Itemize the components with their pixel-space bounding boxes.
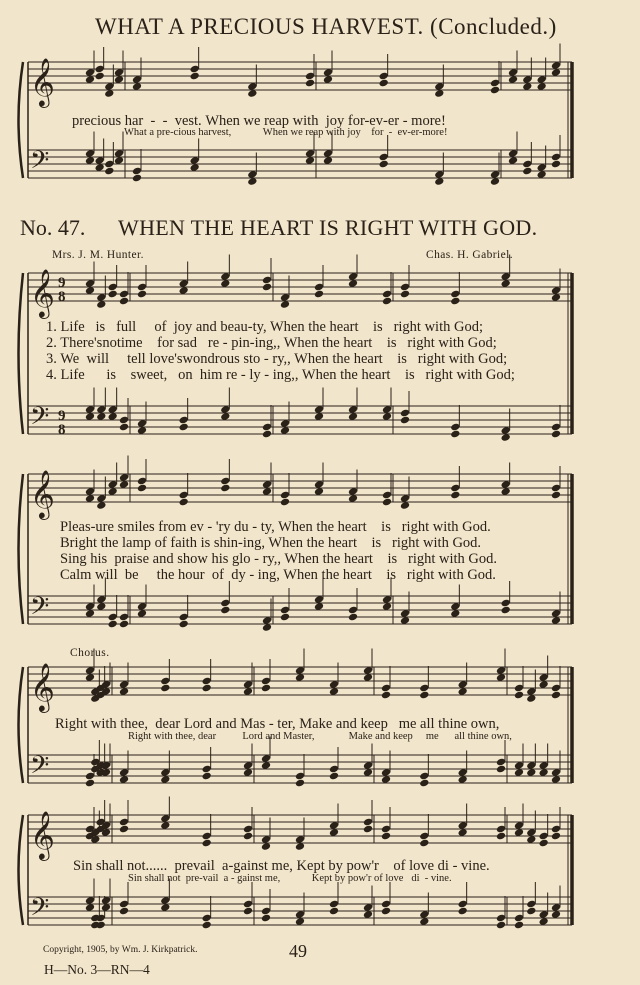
note-head xyxy=(381,907,391,916)
note-head xyxy=(450,430,460,439)
note-head xyxy=(261,914,271,923)
note-head xyxy=(314,290,324,299)
hymnal-code: H—No. 3—RN—4 xyxy=(44,962,150,977)
note-head xyxy=(202,684,212,693)
note-head xyxy=(514,921,524,930)
note-head xyxy=(108,620,118,629)
clef: 𝄞 xyxy=(30,810,55,859)
note-head xyxy=(496,832,506,841)
note-head xyxy=(280,613,290,622)
verse-3-line-2: Sing his praise and show his glo - ry,, When the heart is right with God. xyxy=(60,551,498,567)
note-head xyxy=(382,297,392,306)
time-signature-bottom: 8 xyxy=(58,289,66,305)
chorus-line-2-small: Sin shall not pre-vail a - gainst me, Kept by pow'r of love di - vine. xyxy=(128,873,452,884)
clef: 𝄞 xyxy=(30,662,55,711)
chorus-line-1-small: Right with thee, dear Lord and Master, Make and keep me all thine own, xyxy=(128,731,512,742)
lyric-word: - xyxy=(150,113,156,129)
composer: Chas. H. Gabriel. xyxy=(426,249,513,261)
note-head xyxy=(179,423,189,432)
note-head xyxy=(243,832,253,841)
chorus-line-2-main: Sin shall not...... prevail a-gainst me, Kept by pow'r of love di - vine. xyxy=(73,858,490,874)
prev-lyric-small: What a pre-cious harvest, When we reap with joy for - ev-er-more! xyxy=(124,127,448,138)
note-head xyxy=(220,606,230,615)
note-head xyxy=(202,921,212,930)
brace xyxy=(19,474,24,624)
note-head xyxy=(400,416,410,425)
note-head xyxy=(85,779,95,788)
time-signature-top: 9 xyxy=(58,408,66,424)
note-head xyxy=(496,921,506,930)
page-title-previous-song: WHAT A PRECIOUS HARVEST. (Concluded.) xyxy=(95,14,557,39)
verse-1-line-1: 1. Life is full of joy and beau-ty, When the heart is right with God; xyxy=(46,319,483,335)
note-head xyxy=(400,290,410,299)
note-head xyxy=(526,907,536,916)
lyric-word: When we xyxy=(205,113,261,129)
note-head xyxy=(119,297,129,306)
note-head xyxy=(108,290,118,299)
note-head xyxy=(551,832,561,841)
note-head xyxy=(261,684,271,693)
lyric-word: precious har xyxy=(72,113,144,129)
note-head xyxy=(419,839,429,848)
lyricist: Mrs. J. M. Hunter. xyxy=(52,249,144,261)
clef: 𝄢 xyxy=(30,146,50,181)
note-head xyxy=(137,290,147,299)
note-head xyxy=(551,491,561,500)
time-signature-top: 9 xyxy=(58,275,66,291)
note-head xyxy=(381,691,391,700)
note-head xyxy=(202,772,212,781)
verse-3-line-1: 3. We will tell love'swondrous sto - ry,, When the heart is right with God; xyxy=(46,351,508,367)
note-head xyxy=(382,498,392,507)
lyric-word: joy xyxy=(325,113,345,129)
page-number: 49 xyxy=(289,941,307,961)
song-title: WHEN THE HEART IS RIGHT WITH GOD. xyxy=(118,215,538,240)
note-head xyxy=(551,691,561,700)
song-number: No. 47. xyxy=(20,215,86,240)
note-head xyxy=(137,484,147,493)
clef: 𝄢 xyxy=(30,592,50,627)
note-head xyxy=(539,839,549,848)
brace xyxy=(19,273,24,434)
lyric-word: vest. xyxy=(174,113,202,129)
note-head xyxy=(119,825,129,834)
clef: 𝄞 xyxy=(30,469,55,518)
chorus-label: Chorus. xyxy=(70,647,110,659)
note-head xyxy=(551,430,561,439)
chorus-line-1-main: Right with thee, dear Lord and Mas - ter, Make and keep me all thine own, xyxy=(55,716,500,732)
clef: 𝄢 xyxy=(30,893,50,928)
note-head xyxy=(329,907,339,916)
clef: 𝄞 xyxy=(30,57,55,106)
note-head xyxy=(243,907,253,916)
note-head xyxy=(220,484,230,493)
note-head xyxy=(514,691,524,700)
note-head xyxy=(458,907,468,916)
note-head xyxy=(280,498,290,507)
note-head xyxy=(496,765,506,774)
note-head xyxy=(329,772,339,781)
note-head xyxy=(119,620,129,629)
note-head xyxy=(179,620,189,629)
note-head xyxy=(348,613,358,622)
note-head xyxy=(202,839,212,848)
note-head xyxy=(419,691,429,700)
clef: 𝄢 xyxy=(30,751,50,786)
note-head xyxy=(262,283,272,292)
time-signature-bottom: 8 xyxy=(58,422,66,438)
verse-4-line-1: 4. Life is sweet, on him re - ly - ing,, When the heart is right with God; xyxy=(46,367,515,383)
clef: 𝄞 xyxy=(30,268,55,317)
lyric-word: - xyxy=(162,113,168,129)
lyric-word: more! xyxy=(411,113,446,129)
verse-1-line-2: Pleas-ure smiles from ev - 'ry du - ty, When the heart is right with God. xyxy=(60,519,491,535)
note-head xyxy=(419,779,429,788)
clef: 𝄢 xyxy=(30,402,50,437)
note-head xyxy=(381,832,391,841)
verse-2-line-1: 2. There'snotime for sad re - pin-ing,, When the heart is right with God; xyxy=(46,335,497,351)
lyric-word: with xyxy=(292,113,319,129)
note-head xyxy=(450,491,460,500)
note-head xyxy=(179,498,189,507)
note-head xyxy=(501,606,511,615)
brace xyxy=(19,667,24,783)
lyric-word: reap xyxy=(264,113,290,129)
note-head xyxy=(262,430,272,439)
note-head xyxy=(295,779,305,788)
verse-2-line-2: Bright the lamp of faith is shin-ing, When the heart is right with God. xyxy=(60,535,482,551)
note-head xyxy=(363,825,373,834)
brace xyxy=(19,815,24,925)
note-head xyxy=(119,907,129,916)
copyright-notice: Copyright, 1905, by Wm. J. Kirkpatrick. xyxy=(43,945,198,955)
note-head xyxy=(450,297,460,306)
lyric-word: for-ev-er - xyxy=(347,113,408,129)
note-head xyxy=(160,684,170,693)
note-head xyxy=(119,423,129,432)
verse-4-line-2: Calm will be the hour of dy - ing, When the heart is right with God. xyxy=(60,567,496,583)
